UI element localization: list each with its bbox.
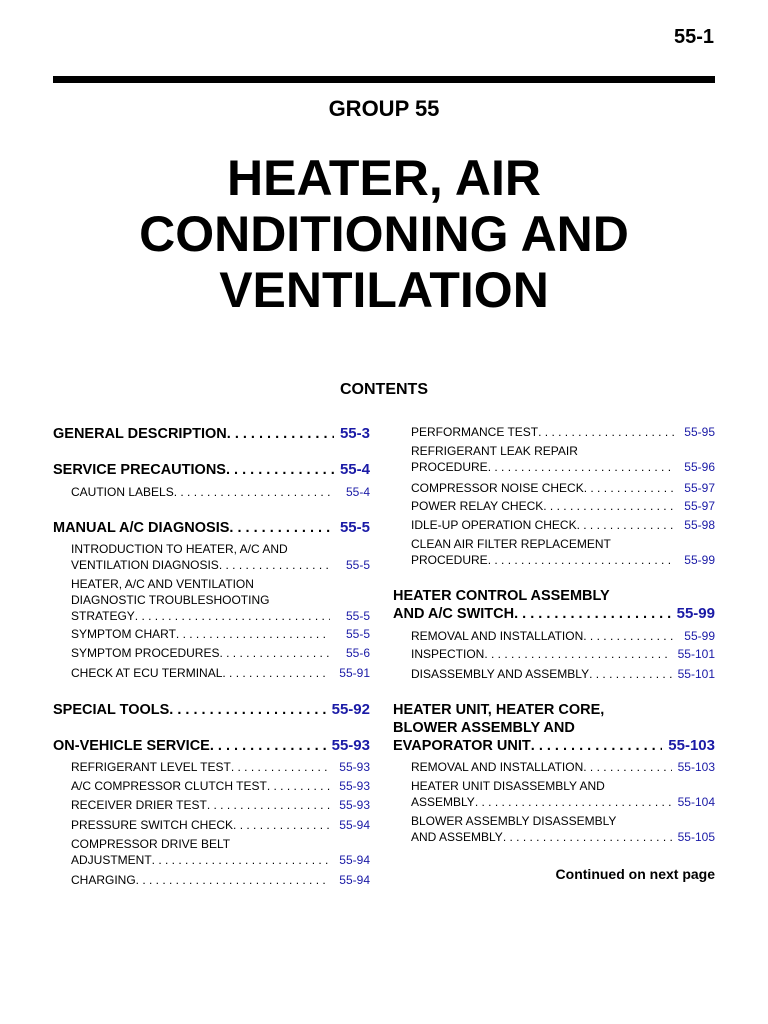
toc-entry-title-line: RECEIVER DRIER TEST bbox=[71, 798, 207, 812]
chapter-title-line: CONDITIONING AND bbox=[139, 206, 629, 262]
toc-entry[interactable] bbox=[53, 817, 370, 833]
dot-leader bbox=[135, 608, 330, 624]
toc-page-link[interactable]: 55-93 bbox=[331, 737, 370, 754]
toc-entry[interactable] bbox=[53, 872, 370, 888]
toc-page-link[interactable]: 55-5 bbox=[339, 519, 370, 536]
toc-page-link[interactable]: 55-5 bbox=[345, 627, 370, 641]
toc-page-link[interactable]: 55-94 bbox=[339, 818, 370, 832]
toc-entry-title-line: GENERAL DESCRIPTION bbox=[53, 426, 227, 442]
toc-entry[interactable] bbox=[393, 517, 715, 533]
toc-entry-title-line: ON-VEHICLE SERVICE bbox=[53, 738, 210, 754]
dot-leader bbox=[136, 872, 330, 888]
toc-entry[interactable] bbox=[53, 836, 370, 868]
toc-page-link[interactable]: 55-3 bbox=[339, 425, 370, 442]
toc-entry[interactable] bbox=[393, 443, 715, 475]
header-rule bbox=[53, 76, 715, 83]
dot-leader bbox=[152, 852, 330, 868]
toc-page-link[interactable]: 55-4 bbox=[339, 461, 370, 478]
toc-page-link[interactable]: 55-92 bbox=[331, 701, 370, 718]
dot-leader bbox=[222, 665, 330, 681]
toc-entry-title-line: SYMPTOM CHART bbox=[71, 627, 176, 641]
toc-entry-title-line: ASSEMBLY bbox=[411, 795, 475, 809]
toc-entry[interactable] bbox=[53, 425, 370, 443]
toc-entry-title-line: COMPRESSOR DRIVE BELT bbox=[71, 837, 231, 851]
toc-entry[interactable] bbox=[53, 778, 370, 794]
contents-heading: CONTENTS bbox=[340, 381, 428, 398]
toc-page-link[interactable]: 55-95 bbox=[684, 425, 715, 439]
toc-entry-title-line: HEATER UNIT, HEATER CORE, bbox=[393, 702, 605, 718]
toc-entry-title-line: COMPRESSOR NOISE CHECK bbox=[411, 481, 584, 495]
toc-entry-title-line: STRATEGY bbox=[71, 609, 135, 623]
toc-page-link[interactable]: 55-105 bbox=[677, 830, 715, 844]
toc-entry[interactable] bbox=[53, 645, 370, 661]
toc-page-link[interactable]: 55-99 bbox=[684, 629, 715, 643]
toc-entry-title-line: HEATER UNIT DISASSEMBLY AND bbox=[411, 779, 605, 793]
toc-page-link[interactable]: 55-101 bbox=[677, 647, 715, 661]
toc-entry[interactable] bbox=[393, 646, 715, 662]
toc-entry-title-line: VENTILATION DIAGNOSIS bbox=[71, 558, 219, 572]
chapter-title bbox=[0, 150, 768, 318]
toc-entry-title-line: PERFORMANCE TEST bbox=[411, 425, 539, 439]
dot-leader bbox=[219, 557, 330, 573]
toc-page-link[interactable]: 55-103 bbox=[677, 760, 715, 774]
dot-leader bbox=[514, 605, 671, 623]
toc-page-link[interactable]: 55-99 bbox=[684, 553, 715, 567]
dot-leader bbox=[169, 701, 325, 719]
toc-entry[interactable] bbox=[393, 813, 715, 845]
dot-leader bbox=[577, 517, 675, 533]
toc-entry-title-line: IDLE-UP OPERATION CHECK bbox=[411, 518, 577, 532]
toc-page-link[interactable]: 55-91 bbox=[339, 666, 370, 680]
dot-leader bbox=[531, 737, 663, 755]
toc-entry[interactable] bbox=[53, 576, 370, 624]
toc-page-link[interactable]: 55-99 bbox=[676, 605, 715, 622]
toc-page-link[interactable]: 55-93 bbox=[339, 760, 370, 774]
toc-entry-title-line: REMOVAL AND INSTALLATION bbox=[411, 760, 584, 774]
toc-page-link[interactable]: 55-94 bbox=[339, 873, 370, 887]
toc-entry[interactable] bbox=[53, 626, 370, 642]
dot-leader bbox=[543, 498, 675, 514]
continued-note: Continued on next page bbox=[555, 866, 715, 882]
toc-entry[interactable] bbox=[393, 701, 715, 755]
toc-entry-title-line: SPECIAL TOOLS bbox=[53, 702, 170, 718]
toc-entry[interactable] bbox=[393, 536, 715, 568]
toc-entry[interactable] bbox=[53, 519, 370, 537]
dot-leader bbox=[210, 737, 326, 755]
toc-entry-title-line: ADJUSTMENT bbox=[71, 853, 152, 867]
toc-entry-title-line: DISASSEMBLY AND ASSEMBLY bbox=[411, 667, 590, 681]
chapter-title-line: VENTILATION bbox=[219, 262, 549, 318]
dot-leader bbox=[583, 628, 675, 644]
toc-page-link[interactable]: 55-4 bbox=[345, 485, 370, 499]
group-label: GROUP 55 bbox=[328, 96, 440, 121]
dot-leader bbox=[174, 484, 330, 500]
dot-leader bbox=[484, 646, 671, 662]
toc-entry[interactable] bbox=[393, 666, 715, 682]
toc-entry-title-line: BLOWER ASSEMBLY AND bbox=[393, 720, 575, 736]
toc-entry-title-line: AND A/C SWITCH bbox=[393, 606, 515, 622]
toc-entry-title-line: MANUAL A/C DIAGNOSIS bbox=[53, 520, 230, 536]
dot-leader bbox=[475, 794, 672, 810]
toc-entry-title-line: PROCEDURE bbox=[411, 460, 488, 474]
toc-entry[interactable] bbox=[393, 587, 715, 623]
toc-entry[interactable] bbox=[53, 701, 370, 719]
dot-leader bbox=[231, 759, 330, 775]
toc-page-link[interactable]: 55-5 bbox=[345, 609, 370, 623]
toc-page-link[interactable]: 55-97 bbox=[684, 499, 715, 513]
dot-leader bbox=[589, 666, 672, 682]
dot-leader bbox=[267, 778, 330, 794]
dot-leader bbox=[488, 459, 675, 475]
toc-entry-title-line: BLOWER ASSEMBLY DISASSEMBLY bbox=[411, 814, 617, 828]
toc-entry[interactable] bbox=[53, 541, 370, 573]
toc-page-link[interactable]: 55-96 bbox=[684, 460, 715, 474]
dot-leader bbox=[503, 829, 672, 845]
dot-leader bbox=[219, 645, 330, 661]
toc-entry-title-line: HEATER CONTROL ASSEMBLY bbox=[393, 588, 610, 604]
toc-entry[interactable] bbox=[53, 737, 370, 755]
toc-entry-title-line: EVAPORATOR UNIT bbox=[393, 738, 531, 754]
dot-leader bbox=[538, 424, 675, 440]
toc-entry[interactable] bbox=[393, 778, 715, 810]
dot-leader bbox=[488, 552, 675, 568]
toc-entry-title-line: INTRODUCTION TO HEATER, A/C AND bbox=[71, 542, 288, 556]
chapter-title-line: HEATER, AIR bbox=[227, 150, 541, 206]
toc-entry[interactable] bbox=[393, 759, 715, 775]
dot-leader bbox=[207, 797, 330, 813]
toc-entry[interactable] bbox=[393, 498, 715, 514]
dot-leader bbox=[583, 759, 671, 775]
toc-page-link[interactable]: 55-5 bbox=[345, 558, 370, 572]
toc-page-link[interactable]: 55-101 bbox=[677, 667, 715, 681]
dot-leader bbox=[176, 626, 330, 642]
toc-entry-title-line: INSPECTION bbox=[411, 647, 485, 661]
toc-entry[interactable] bbox=[53, 484, 370, 500]
toc-entry[interactable] bbox=[53, 797, 370, 813]
dot-leader bbox=[584, 480, 675, 496]
toc-entry-title-line: REFRIGERANT LEVEL TEST bbox=[71, 760, 231, 774]
toc-entry-title-line: A/C COMPRESSOR CLUTCH TEST bbox=[71, 779, 267, 793]
dot-leader bbox=[227, 425, 334, 443]
toc-entry[interactable] bbox=[393, 424, 715, 440]
toc-entry-title-line: PRESSURE SWITCH CHECK bbox=[71, 818, 234, 832]
toc-entry-title-line: HEATER, A/C AND VENTILATION bbox=[71, 577, 254, 591]
toc-entry-title-line: CHARGING bbox=[71, 873, 136, 887]
dot-leader bbox=[233, 817, 330, 833]
toc-entry-title-line: POWER RELAY CHECK bbox=[411, 499, 544, 513]
toc-entry-title-line: SYMPTOM PROCEDURES bbox=[71, 646, 220, 660]
toc-entry[interactable] bbox=[53, 461, 370, 479]
toc-page-link[interactable]: 55-93 bbox=[339, 779, 370, 793]
toc-page-link[interactable]: 55-104 bbox=[677, 795, 715, 809]
toc-entry-title-line: REFRIGERANT LEAK REPAIR bbox=[411, 444, 578, 458]
toc-entry-title-line: CAUTION LABELS bbox=[71, 485, 174, 499]
toc-entry[interactable] bbox=[53, 759, 370, 775]
toc-page-link[interactable]: 55-103 bbox=[668, 737, 715, 754]
toc-entry-title-line: CLEAN AIR FILTER REPLACEMENT bbox=[411, 537, 611, 551]
toc-entry-title-line: DIAGNOSTIC TROUBLESHOOTING bbox=[71, 593, 270, 607]
toc-entry-title-line: PROCEDURE bbox=[411, 553, 488, 567]
toc-entry[interactable] bbox=[393, 628, 715, 644]
dot-leader bbox=[229, 519, 334, 537]
toc-entry-title-line: SERVICE PRECAUTIONS bbox=[53, 462, 226, 478]
toc-page-link[interactable]: 55-97 bbox=[684, 481, 715, 495]
toc-entry-title-line: CHECK AT ECU TERMINAL bbox=[71, 666, 223, 680]
toc-page-link[interactable]: 55-93 bbox=[339, 798, 370, 812]
toc-entry-title-line: REMOVAL AND INSTALLATION bbox=[411, 629, 584, 643]
toc-entry[interactable] bbox=[53, 665, 370, 681]
toc-entry-title-line: AND ASSEMBLY bbox=[411, 830, 503, 844]
dot-leader bbox=[226, 461, 334, 479]
toc-page-link[interactable]: 55-6 bbox=[345, 646, 370, 660]
toc-page-link[interactable]: 55-98 bbox=[684, 518, 715, 532]
toc-entry[interactable] bbox=[393, 480, 715, 496]
toc-page-link[interactable]: 55-94 bbox=[339, 853, 370, 867]
page-number: 55-1 bbox=[673, 26, 714, 48]
